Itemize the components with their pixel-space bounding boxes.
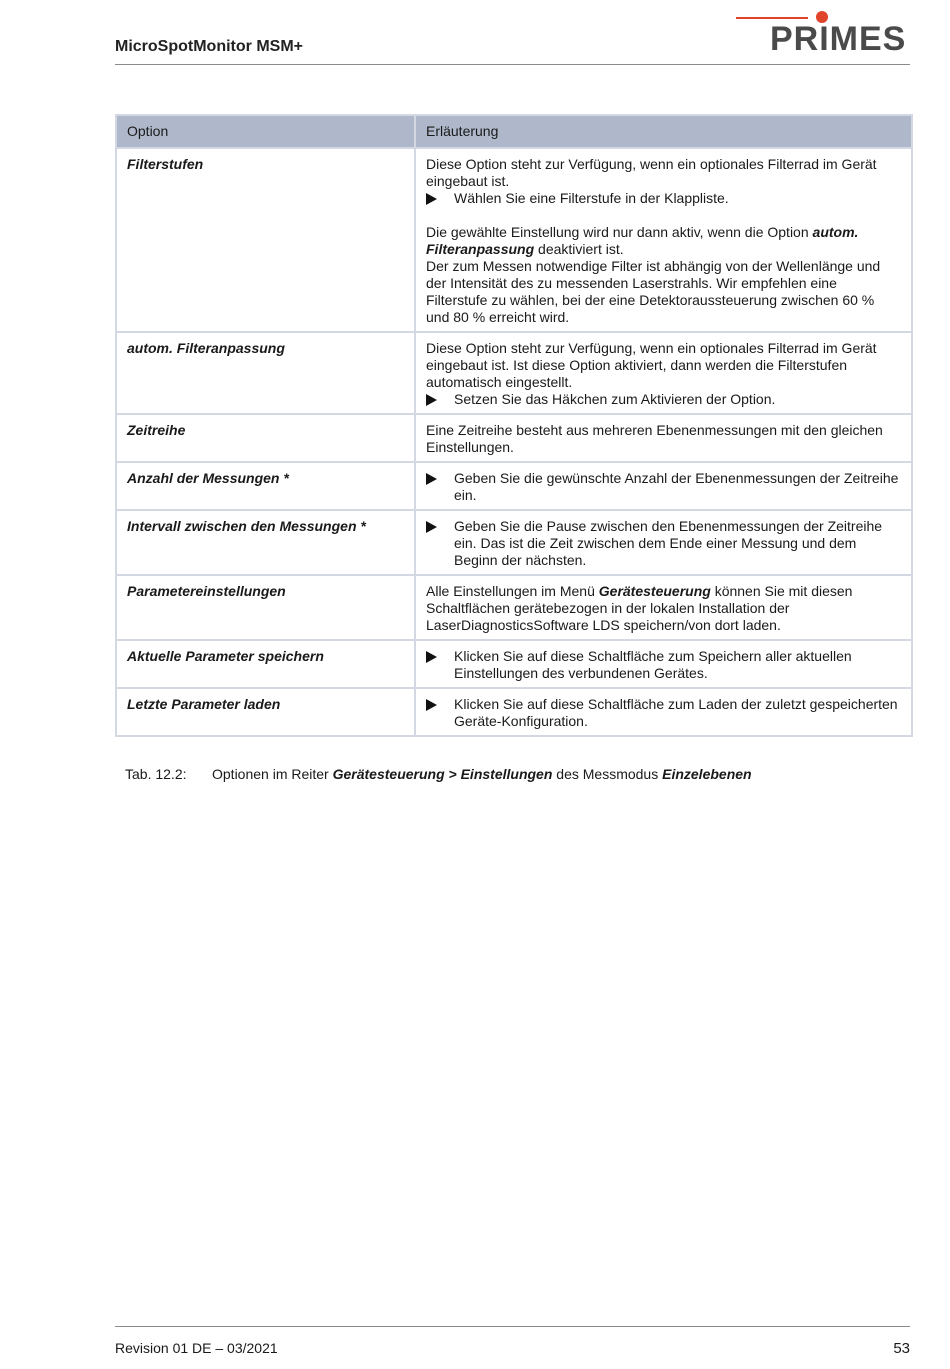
instruction-item <box>426 518 901 569</box>
explanation-text <box>426 224 901 258</box>
bullet-arrow-icon <box>426 473 437 485</box>
table-row <box>116 462 912 510</box>
instruction-item <box>426 391 901 408</box>
caption-label: Tab. 12.2: <box>125 766 187 782</box>
option-explanation <box>415 575 912 640</box>
caption-path: Gerätesteuerung > Einstellungen <box>332 766 553 782</box>
option-name: autom. Filteranpassung <box>116 332 415 414</box>
footer-divider <box>115 1326 910 1327</box>
instruction-text: Klicken Sie auf diese Schaltfläche zum Speichern aller aktuellen Einstellungen des verbundenen Gerätes. <box>454 648 852 681</box>
text-fragment: Die gewählte Einstellung wird nur dann aktiv, wenn die Option <box>426 224 813 240</box>
option-name: Parametereinstellungen <box>116 575 415 640</box>
logo-text: PRIMES <box>770 20 907 58</box>
primes-logo <box>736 10 911 58</box>
table-row <box>116 510 912 575</box>
bullet-arrow-icon <box>426 651 437 663</box>
explanation-text: Diese Option steht zur Verfügung, wenn ein optionales Filterrad im Gerät eingebaut ist. <box>426 156 877 189</box>
explanation-text: Diese Option steht zur Verfügung, wenn ein optionales Filterrad im Gerät eingebaut ist. Ist diese Option aktiviert, dann werden die Filterstufen automatisch eingestellt. <box>426 340 877 390</box>
option-explanation <box>415 148 912 332</box>
table-row <box>116 575 912 640</box>
logo-line <box>736 17 808 19</box>
option-name: Aktuelle Parameter speichern <box>116 640 415 688</box>
option-name: Letzte Parameter laden <box>116 688 415 736</box>
option-explanation <box>415 688 912 736</box>
instruction-item <box>426 648 901 682</box>
caption-text: des Messmodus <box>552 766 663 782</box>
instruction-text: Geben Sie die Pause zwischen den Ebenenmessungen der Zeitreihe ein. Das ist die Zeit zwischen dem Ende einer Messung und dem Beginn der nächsten. <box>454 518 883 568</box>
bullet-arrow-icon <box>426 394 437 406</box>
explanation-text: Der zum Messen notwendige Filter ist abhängig von der Wellenlänge und der Intensität des zu messenden Laserstrahls. Wir empfehlen eine Filterstufe zu wählen, bei der eine Detektoraussteuerung zwischen 60 % und 80 % erreicht wird. <box>426 258 881 325</box>
page-header-title: MicroSpotMonitor MSM+ <box>115 38 303 55</box>
instruction-item <box>426 470 901 504</box>
table-row <box>116 148 912 332</box>
bullet-arrow-icon <box>426 521 437 533</box>
option-explanation <box>415 332 912 414</box>
instruction-text: Geben Sie die gewünschte Anzahl der Ebenenmessungen der Zeitreihe ein. <box>454 470 899 503</box>
table-header-row <box>116 115 912 148</box>
table-caption <box>125 766 752 783</box>
instruction-text: Wählen Sie eine Filterstufe in der Klappliste. <box>454 190 729 206</box>
option-name: Filterstufen <box>116 148 415 332</box>
instruction-item <box>426 190 901 207</box>
page-number: 53 <box>893 1340 910 1357</box>
revision-info: Revision 01 DE – 03/2021 <box>115 1340 278 1356</box>
explanation-text <box>426 583 901 634</box>
menu-reference: Gerätesteuerung <box>598 583 711 599</box>
option-name: Zeitreihe <box>116 414 415 462</box>
instruction-text: Setzen Sie das Häkchen zum Aktivieren der Option. <box>454 391 776 407</box>
bullet-arrow-icon <box>426 193 437 205</box>
option-explanation <box>415 640 912 688</box>
option-explanation <box>415 462 912 510</box>
option-reference: autom. Filteranpassung <box>426 224 859 257</box>
text-fragment: deaktiviert ist. <box>534 241 624 257</box>
text-fragment: können Sie mit diesen Schaltflächen gerätebezogen in der lokalen Installation der LaserDiagnosticsSoftware LDS speichern/von dort laden. <box>426 583 853 633</box>
options-table <box>115 114 913 737</box>
option-explanation <box>415 414 912 462</box>
table-row <box>116 688 912 736</box>
option-name: Intervall zwischen den Messungen * <box>116 510 415 575</box>
table-row <box>116 332 912 414</box>
column-header-explanation: Erläuterung <box>415 115 912 148</box>
table-row <box>116 414 912 462</box>
instruction-text: Klicken Sie auf diese Schaltfläche zum Laden der zuletzt gespeicherten Geräte-Konfiguration. <box>454 696 898 729</box>
instruction-item <box>426 696 901 730</box>
explanation-text: Eine Zeitreihe besteht aus mehreren Ebenenmessungen mit den gleichen Einstellungen. <box>426 422 883 455</box>
bullet-arrow-icon <box>426 699 437 711</box>
caption-text: Optionen im Reiter <box>212 766 333 782</box>
text-fragment: Alle Einstellungen im Menü <box>426 583 599 599</box>
column-header-option: Option <box>116 115 415 148</box>
option-name: Anzahl der Messungen * <box>116 462 415 510</box>
option-explanation <box>415 510 912 575</box>
caption-mode: Einzelebenen <box>662 766 752 782</box>
header-divider <box>115 64 910 65</box>
table-row <box>116 640 912 688</box>
